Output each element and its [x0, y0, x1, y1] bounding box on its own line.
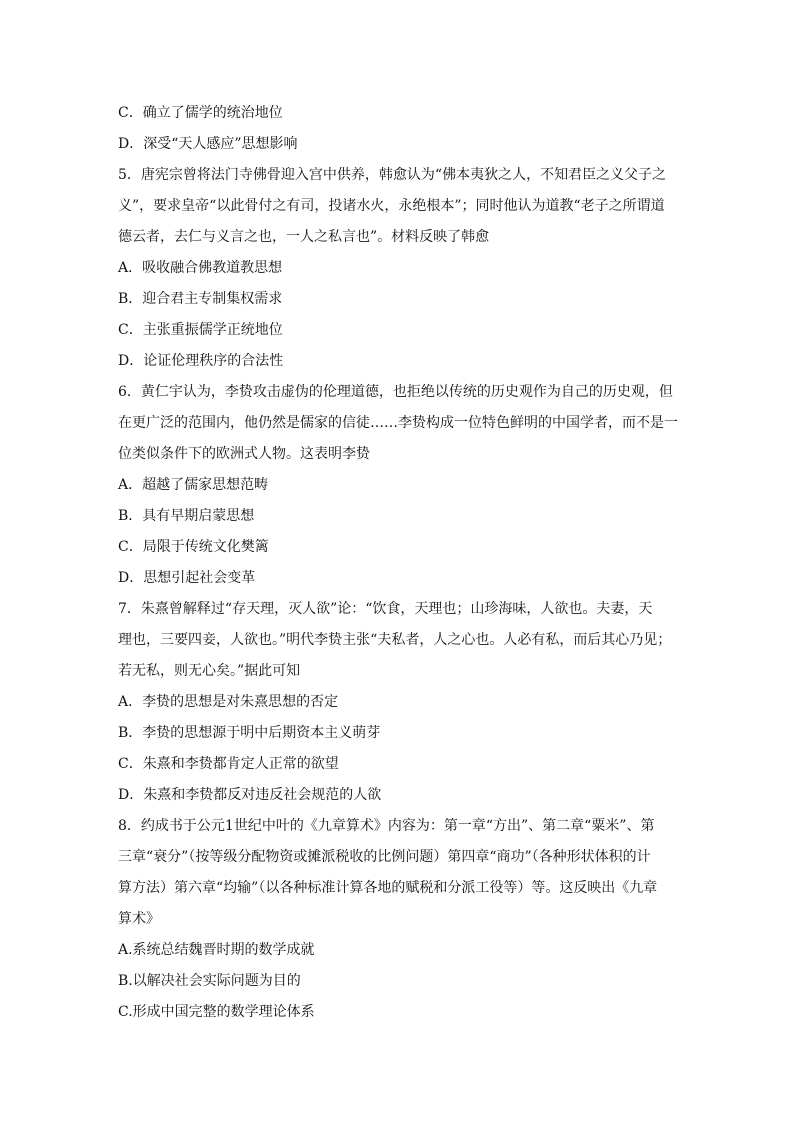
option-d-q4: D．深受“天人感应”思想影响: [118, 136, 298, 152]
option-b-q8: B.以解决社会实际问题为目的: [118, 973, 301, 989]
option-b-q6: B．具有早期启蒙思想: [118, 508, 255, 524]
option-c-q4: C．确立了儒学的统治地位: [118, 105, 283, 121]
question-8-line: 8．约成书于公元1世纪中叶的《九章算术》内容为：第一章“方出”、第二章“粟米”、第: [118, 818, 655, 834]
question-8: [118, 811, 678, 935]
exam-page: [118, 98, 678, 1028]
question-8-line: 算方法）第六章“均输”（以各种标准计算各地的赋税和分派工役等）等。这反映出《九章: [118, 880, 658, 896]
question-7-line: 7．朱熹曾解释过“存天理，灭人欲”论：“饮食，天理也；山珍海味，人欲也。夫妻，天: [118, 601, 653, 617]
option-d-q6: D．思想引起社会变革: [118, 570, 256, 586]
option-a-q6: A．超越了儒家思想范畴: [118, 477, 269, 493]
option-c-q6: C．局限于传统文化樊篱: [118, 539, 269, 555]
option-a-q8: A.系统总结魏晋时期的数学成就: [118, 942, 315, 958]
question-7-line: 若无私，则无心矣。”据此可知: [118, 663, 301, 679]
option-b-q7: B．李贽的思想源于明中后期资本主义萌芽: [118, 725, 381, 741]
option-c-q8: C.形成中国完整的数学理论体系: [118, 1004, 315, 1020]
question-6-line: 位类似条件下的欧洲式人物。这表明李贽: [118, 446, 370, 462]
question-7: [118, 594, 678, 687]
option-c-q5: C．主张重振儒学正统地位: [118, 322, 283, 338]
question-8-line: 算术》: [118, 911, 160, 927]
option-d-q5: D．论证伦理秩序的合法性: [118, 353, 284, 369]
question-8-line: 三章“衰分”（按等级分配物资或摊派税收的比例问题）第四章“商功”（各种形状体积的计: [118, 849, 651, 865]
question-5: [118, 160, 678, 253]
option-a-q5: A．吸收融合佛教道教思想: [118, 260, 283, 276]
option-a-q7: A．李贽的思想是对朱熹思想的否定: [118, 694, 339, 710]
question-6-line: 6．黄仁宇认为，李贽攻击虚伪的伦理道德，也拒绝以传统的历史观作为自己的历史观，但: [118, 384, 673, 400]
question-7-line: 理也，三要四妾，人欲也。”明代李贽主张“夫私者，人之心也。人必有私，而后其心乃见；: [118, 632, 672, 648]
option-c-q7: C．朱熹和李贽都肯定人正常的欲望: [118, 756, 339, 772]
question-5-line: 5．唐宪宗曾将法门寺佛骨迎入宫中供养，韩愈认为“佛本夷狄之人，不知君臣之义父子之: [118, 167, 667, 183]
option-b-q5: B．迎合君主专制集权需求: [118, 291, 283, 307]
option-d-q7: D．朱熹和李贽都反对违反社会规范的人欲: [118, 787, 382, 803]
question-6-line: 在更广泛的范围内，他仍然是儒家的信徒……李贽构成一位特色鲜明的中国学者，而不是一: [118, 415, 678, 431]
question-5-line: 德云者，去仁与义言之也，一人之私言也”。材料反映了韩愈: [118, 229, 490, 245]
question-5-line: 义”，要求皇帝“以此骨付之有司，投诸水火，永绝根本”；同时他认为道教“老子之所谓道: [118, 198, 665, 214]
question-6: [118, 377, 678, 470]
